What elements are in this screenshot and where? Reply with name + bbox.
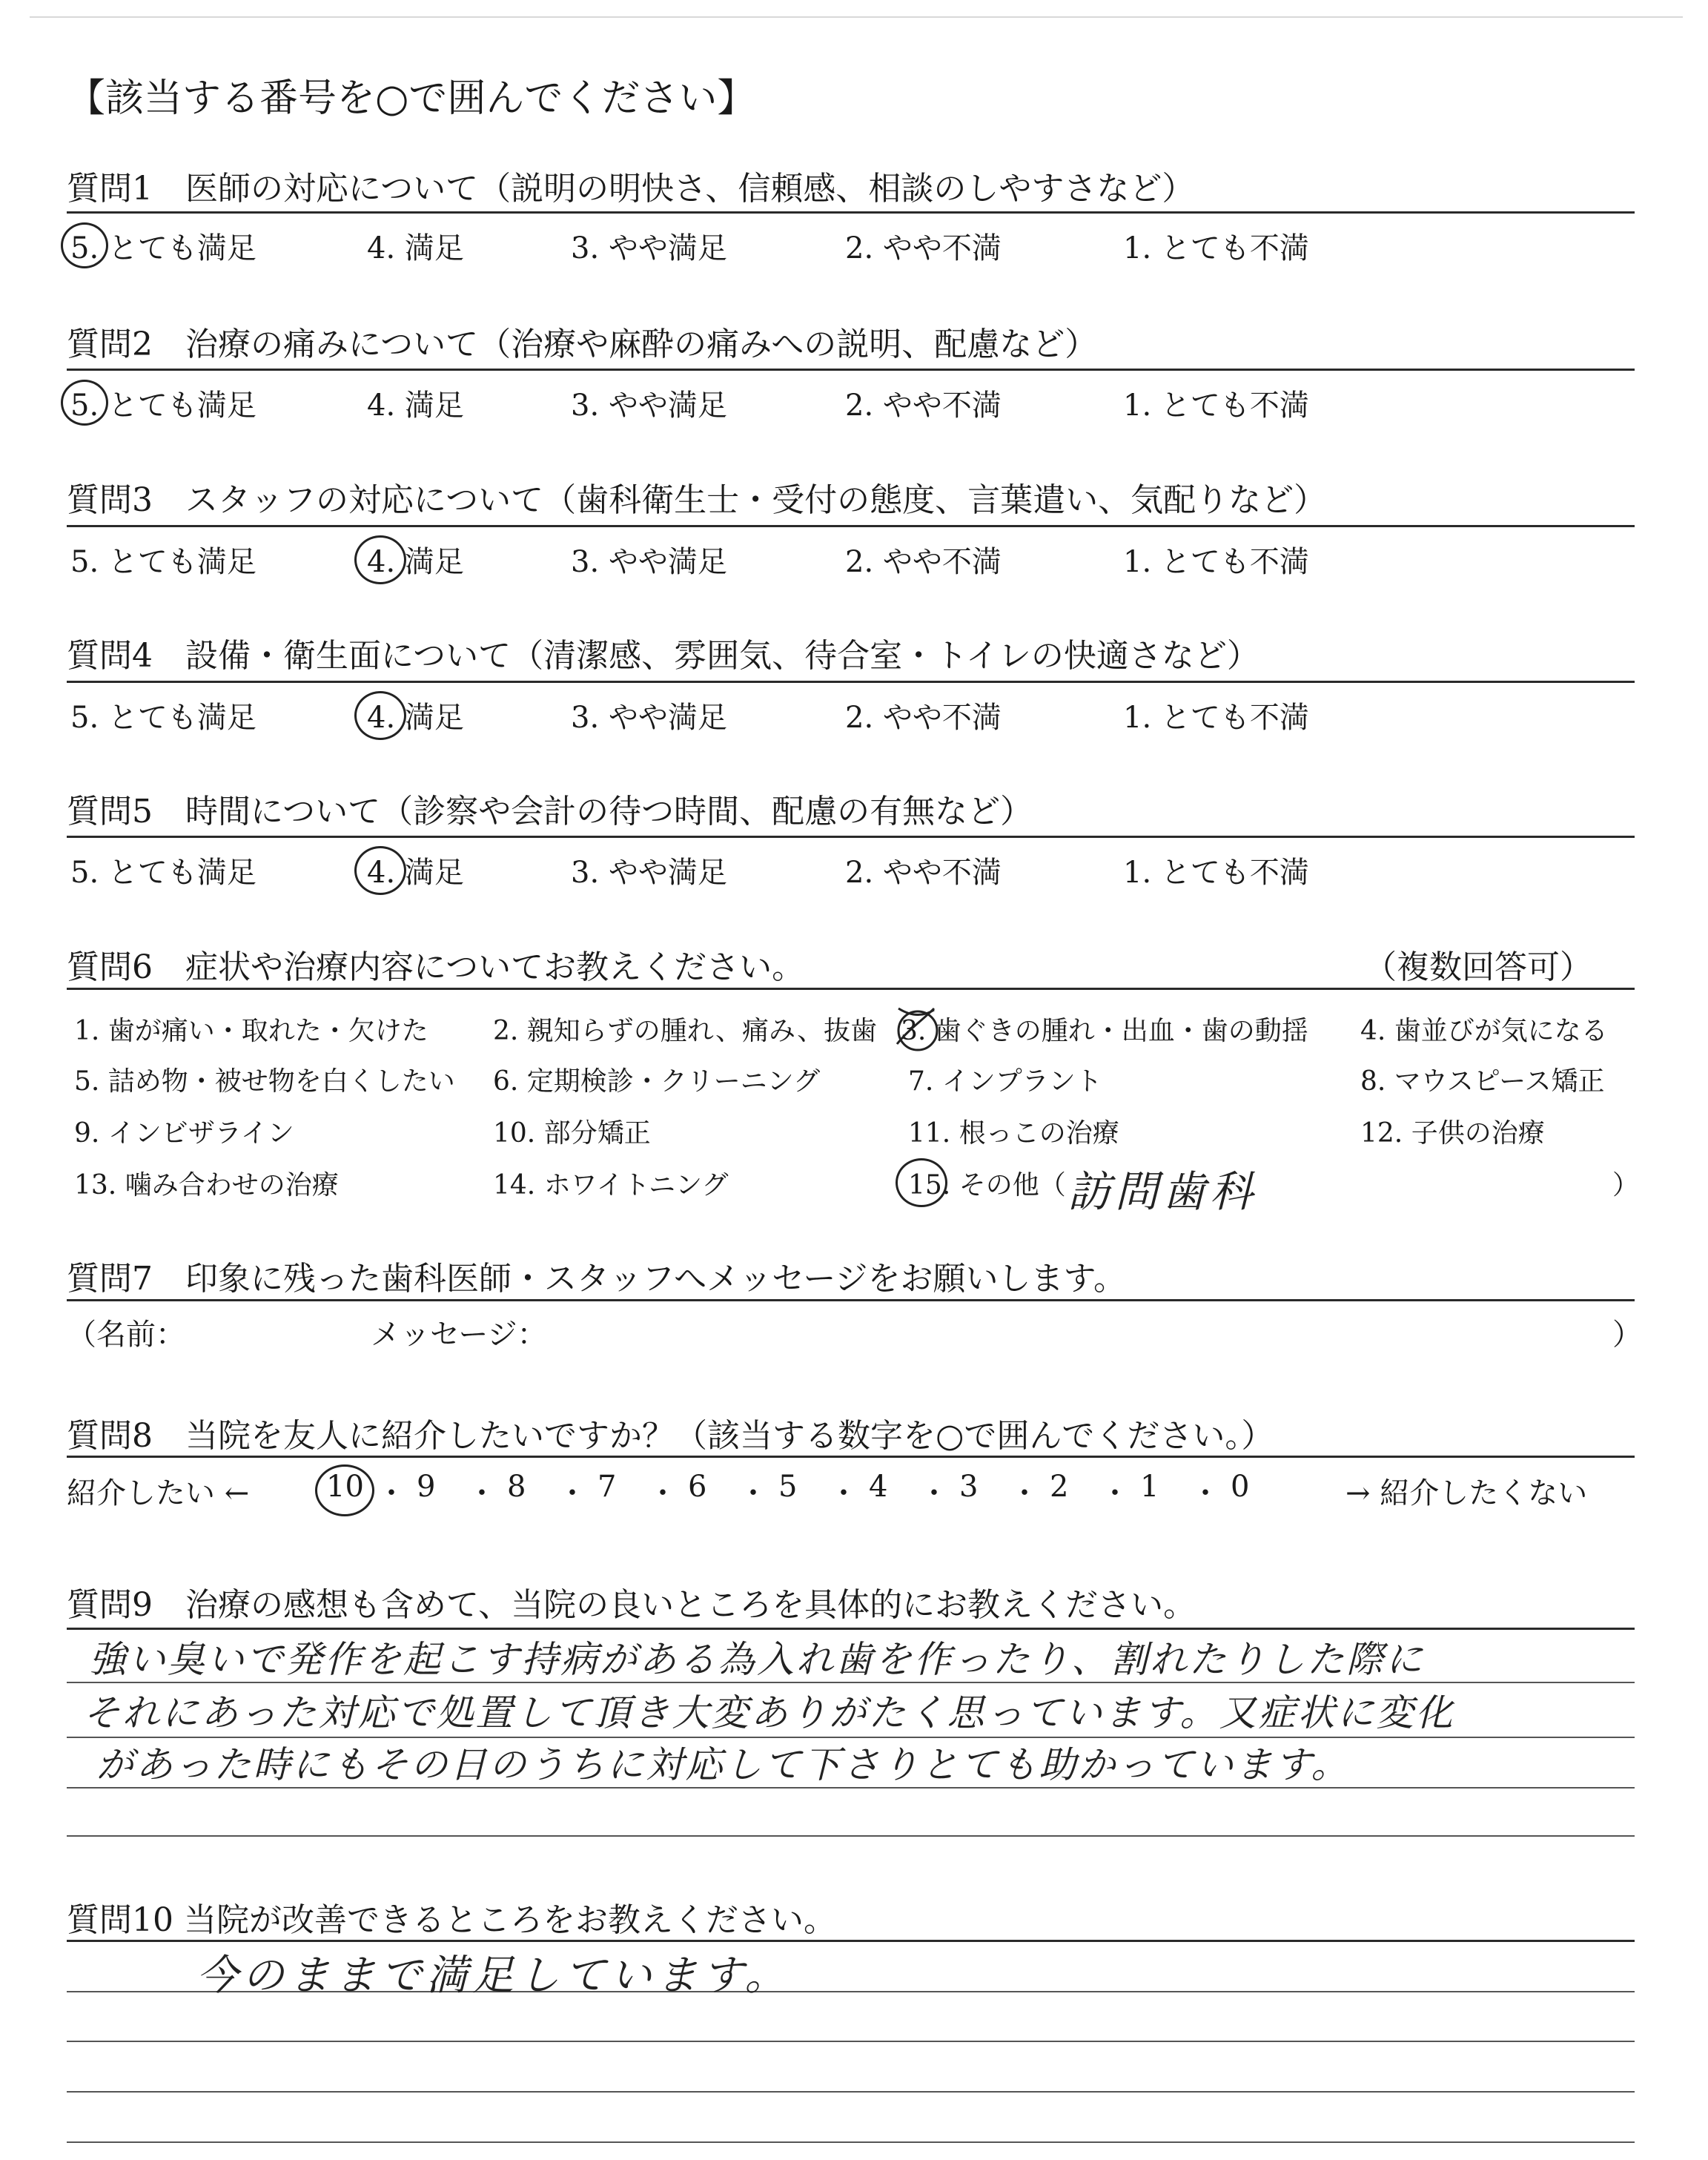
q8-heading: 質問8 当院を友人に紹介したいですか？（該当する数字を○で囲んでください。） xyxy=(67,1417,1274,1455)
q10-answer-line-1: 今のままで満足しています。 xyxy=(196,1952,791,2000)
q8-number-10[interactable]: 10 xyxy=(326,1470,364,1504)
q9-answer-line-1: 強い臭いで発作を起こす持病がある為入れ歯を作ったり、割れたりした際に xyxy=(89,1638,1425,1681)
q9-answer-line-3: があった時にもその日のうちに対応して下さりとても助かっています。 xyxy=(96,1743,1351,1786)
q2-rule xyxy=(67,369,1635,371)
q5-option-5[interactable]: 5. とても満足 xyxy=(70,856,256,890)
q2-option-1[interactable]: 1. とても不満 xyxy=(1123,389,1309,423)
q8-number-1[interactable]: 1 xyxy=(1140,1470,1159,1504)
q6-item-1[interactable]: 1. 歯が痛い・取れた・欠けた xyxy=(74,1016,428,1046)
q6-item-9[interactable]: 9. インビザライン xyxy=(74,1118,294,1149)
q5-option-3[interactable]: 3. やや満足 xyxy=(571,856,727,890)
q6-item-7[interactable]: 7. インプラント xyxy=(908,1066,1102,1097)
q8-separator-dot: ・ xyxy=(829,1476,858,1510)
q1-heading: 質問1 医師の対応について（説明の明快さ、信頼感、相談のしやすさなど） xyxy=(67,170,1195,208)
q10-rule xyxy=(67,1940,1635,1942)
q1-rule xyxy=(67,211,1635,214)
q10-heading: 質問10 当院が改善できるところをお教えください。 xyxy=(67,1901,836,1939)
page-title: 【該当する番号を○で囲んでください】 xyxy=(67,76,756,121)
q8-number-6[interactable]: 6 xyxy=(688,1470,707,1504)
q6-multiple-answer-note: （複数回答可） xyxy=(1364,948,1592,986)
top-border-line xyxy=(30,16,1683,18)
q8-number-0[interactable]: 0 xyxy=(1231,1470,1250,1504)
q4-option-5[interactable]: 5. とても満足 xyxy=(70,701,256,735)
q6-item-13[interactable]: 13. 噛み合わせの治療 xyxy=(74,1170,339,1200)
q6-item-5[interactable]: 5. 詰め物・被せ物を白くしたい xyxy=(74,1066,455,1097)
q7-message-label: メッセージ： xyxy=(371,1318,547,1352)
q8-separator-dot: ・ xyxy=(648,1476,678,1510)
q3-option-2[interactable]: 2. やや不満 xyxy=(845,545,1002,579)
q4-rule xyxy=(67,681,1635,683)
q8-separator-dot: ・ xyxy=(1100,1476,1130,1510)
q6-heading: 質問6 症状や治療内容についてお教えください。 xyxy=(67,948,805,986)
q3-option-5[interactable]: 5. とても満足 xyxy=(70,545,256,579)
q8-separator-dot: ・ xyxy=(377,1476,406,1510)
q5-option-2[interactable]: 2. やや不満 xyxy=(845,856,1002,890)
q2-heading: 質問2 治療の痛みについて（治療や麻酔の痛みへの説明、配慮など） xyxy=(67,326,1098,363)
q3-option-4[interactable]: 4. 満足 xyxy=(367,545,464,579)
q6-item-15-close: ） xyxy=(1612,1170,1640,1200)
q7-name-label: （名前： xyxy=(67,1318,185,1352)
q8-right-label: → 紹介したくない xyxy=(1345,1476,1588,1510)
q8-separator-dot: ・ xyxy=(919,1476,949,1510)
q6-rule xyxy=(67,988,1635,990)
q9-answer-line-2: それにあった対応で処置して頂き大変ありがたく思っています。又症状に変化 xyxy=(83,1691,1455,1734)
q8-number-8[interactable]: 8 xyxy=(507,1470,526,1504)
q1-option-5[interactable]: 5. とても満足 xyxy=(70,231,256,265)
q8-separator-dot: ・ xyxy=(1191,1476,1220,1510)
cross-circle xyxy=(898,1011,937,1050)
q8-separator-dot: ・ xyxy=(467,1476,497,1510)
q6-item-2[interactable]: 2. 親知らずの腫れ、痛み、抜歯 xyxy=(493,1016,878,1046)
q4-option-4[interactable]: 4. 満足 xyxy=(367,701,464,735)
q8-number-4[interactable]: 4 xyxy=(869,1470,888,1504)
q4-option-1[interactable]: 1. とても不満 xyxy=(1123,701,1309,735)
q8-number-7[interactable]: 7 xyxy=(598,1470,617,1504)
q9-heading: 質問9 治療の感想も含めて、当院の良いところを具体的にお教えください。 xyxy=(67,1586,1196,1624)
q9-writing-line-4 xyxy=(67,1835,1635,1837)
q3-option-1[interactable]: 1. とても不満 xyxy=(1123,545,1309,579)
q10-writing-line-3 xyxy=(67,2091,1635,2093)
q2-option-5[interactable]: 5. とても満足 xyxy=(70,389,256,423)
q6-cross-mark-3 xyxy=(890,1001,941,1053)
q3-heading: 質問3 スタッフの対応について（歯科衛生士・受付の態度、言葉遣い、気配りなど） xyxy=(67,481,1327,519)
q6-other-text-handwritten: 訪問歯科 xyxy=(1068,1166,1258,1217)
q8-rule xyxy=(67,1456,1635,1458)
q1-option-4[interactable]: 4. 満足 xyxy=(367,231,464,265)
q2-option-4[interactable]: 4. 満足 xyxy=(367,389,464,423)
q4-option-3[interactable]: 3. やや満足 xyxy=(571,701,727,735)
q5-rule xyxy=(67,836,1635,838)
q1-option-1[interactable]: 1. とても不満 xyxy=(1123,231,1309,265)
q6-item-11[interactable]: 11. 根っこの治療 xyxy=(908,1118,1119,1149)
q8-number-2[interactable]: 2 xyxy=(1050,1470,1069,1504)
q8-number-5[interactable]: 5 xyxy=(778,1470,798,1504)
q6-item-3[interactable]: 3. 歯ぐきの腫れ・出血・歯の動揺 xyxy=(901,1016,1308,1046)
q8-separator-dot: ・ xyxy=(1010,1476,1039,1510)
q6-item-10[interactable]: 10. 部分矯正 xyxy=(493,1118,651,1149)
q8-number-9[interactable]: 9 xyxy=(417,1470,436,1504)
q4-option-2[interactable]: 2. やや不満 xyxy=(845,701,1002,735)
q8-number-3[interactable]: 3 xyxy=(959,1470,979,1504)
q8-separator-dot: ・ xyxy=(738,1476,768,1510)
q4-heading: 質問4 設備・衛生面について（清潔感、雰囲気、待合室・トイレの快適さなど） xyxy=(67,637,1260,675)
q10-writing-line-2 xyxy=(67,2041,1635,2042)
q6-item-12[interactable]: 12. 子供の治療 xyxy=(1360,1118,1545,1149)
q1-option-3[interactable]: 3. やや満足 xyxy=(571,231,727,265)
q6-item-4[interactable]: 4. 歯並びが気になる xyxy=(1360,1016,1608,1046)
q7-rule xyxy=(67,1299,1635,1301)
q7-heading: 質問7 印象に残った歯科医師・スタッフへメッセージをお願いします。 xyxy=(67,1260,1126,1298)
q3-rule xyxy=(67,525,1635,527)
q6-item-8[interactable]: 8. マウスピース矯正 xyxy=(1360,1066,1605,1097)
q1-option-2[interactable]: 2. やや不満 xyxy=(845,231,1002,265)
q3-option-3[interactable]: 3. やや満足 xyxy=(571,545,727,579)
q2-option-3[interactable]: 3. やや満足 xyxy=(571,389,727,423)
q7-close-paren: ） xyxy=(1612,1318,1642,1352)
q6-item-14[interactable]: 14. ホワイトニング xyxy=(493,1170,729,1200)
q8-separator-dot: ・ xyxy=(557,1476,587,1510)
q6-item-6[interactable]: 6. 定期検診・クリーニング xyxy=(493,1066,821,1097)
q2-option-2[interactable]: 2. やや不満 xyxy=(845,389,1002,423)
q5-heading: 質問5 時間について（診察や会計の待つ時間、配慮の有無など） xyxy=(67,793,1033,830)
q10-writing-line-4 xyxy=(67,2141,1635,2143)
q8-left-label: 紹介したい ← xyxy=(67,1476,250,1510)
q6-item-15[interactable]: 15. その他（ xyxy=(908,1170,1066,1200)
q5-option-4[interactable]: 4. 満足 xyxy=(367,856,464,890)
q5-option-1[interactable]: 1. とても不満 xyxy=(1123,856,1309,890)
